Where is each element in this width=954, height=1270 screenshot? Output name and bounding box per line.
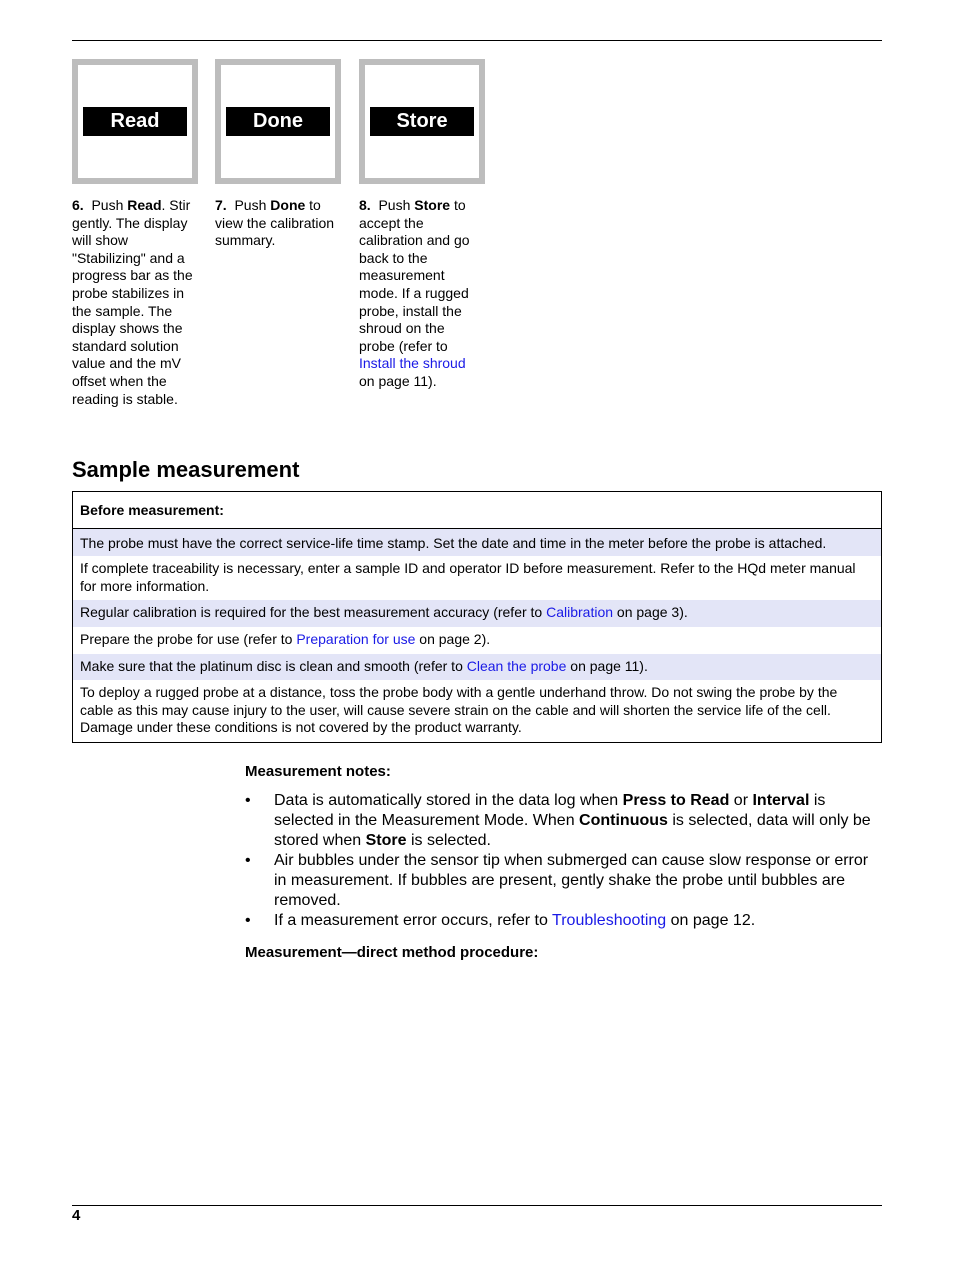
row-text: Regular calibration is required for the best measurement accuracy (refer to: [80, 604, 547, 621]
troubleshooting-link[interactable]: Troubleshooting: [552, 911, 667, 929]
read-button[interactable]: Read: [83, 107, 187, 136]
before-measurement-table: [72, 491, 882, 743]
list-item: [245, 851, 882, 910]
step-number: 8.: [359, 197, 371, 213]
table-row: [73, 627, 882, 654]
table-row: To deploy a rugged probe at a distance, toss the probe body with a gentle underhand throw. Do not swing the probe by the cable as this may cause injury to the user, will cause severe strain on the cable and will shorten the service life of the cell. Damage under these conditions is not covered by the product warranty.: [80, 684, 838, 736]
bullet: •: [245, 851, 251, 869]
table-row: The probe must have the correct service-life time stamp. Set the date and time in the meter before the probe is attached.: [73, 528, 882, 556]
row-text: on page 2).: [415, 630, 491, 647]
footer-rule: [72, 1205, 882, 1206]
step-keyword: Read: [127, 197, 162, 213]
note-keyword: Continuous: [579, 811, 668, 829]
header-rule: [72, 40, 882, 41]
step-text: Push: [378, 197, 415, 213]
note-keyword: Interval: [752, 792, 810, 809]
done-button[interactable]: Done: [226, 107, 330, 136]
table-row: If complete traceability is necessary, enter a sample ID and operator ID before measurement. Refer to the HQd meter manual for more information.: [80, 560, 856, 594]
note-keyword: Press to Read: [622, 792, 730, 809]
list-item: [245, 911, 882, 931]
step-text: to view the calibration summary.: [215, 197, 335, 249]
measurement-notes-list: [245, 791, 882, 931]
note-text: is selected, data will only be stored when: [274, 811, 871, 849]
section-title: Sample measurement: [72, 457, 300, 482]
note-text: Data is automatically stored in the data log when: [274, 792, 623, 809]
note-keyword: Store: [365, 831, 407, 849]
step-text: on page 11).: [359, 372, 437, 389]
step-text: to accept the calibration and go back to the measurement mode. If a rugged probe, install the shroud on the probe (refer to: [359, 197, 470, 354]
list-item: [245, 791, 882, 850]
install-shroud-link[interactable]: Install the shroud: [359, 355, 466, 372]
bullet: •: [245, 911, 251, 929]
procedure-title: Measurement—direct method procedure:: [245, 944, 539, 961]
meter-display-done: [215, 59, 341, 184]
note-text: If a measurement error occurs, refer to: [274, 911, 553, 929]
step-number: 7.: [215, 197, 227, 213]
calibration-link[interactable]: Calibration: [546, 604, 614, 621]
bullet: •: [245, 792, 251, 809]
step-7-caption: [215, 197, 337, 250]
step-8-caption: [359, 197, 481, 391]
table-row: [73, 654, 882, 681]
step-keyword: Store: [414, 197, 451, 213]
note-text: on page 12.: [666, 911, 756, 929]
step-text: . Stir gently. The display will show "Stabilizing" and a progress bar as the probe stabilizes in the sample. The display shows the standard solution value and the mV offset when the reading is stable.: [72, 197, 193, 407]
preparation-for-use-link[interactable]: Preparation for use: [296, 630, 416, 647]
row-text: Prepare the probe for use (refer to: [80, 630, 297, 647]
note-text: is selected.: [406, 831, 491, 849]
row-text: on page 3).: [613, 604, 688, 621]
step-keyword: Done: [270, 197, 306, 213]
row-text: Make sure that the platinum disc is clean and smooth (refer to: [80, 657, 467, 674]
table-header: Before measurement:: [73, 492, 882, 529]
note-text: is selected in the Measurement Mode. When: [274, 792, 826, 829]
step-text: Push: [91, 197, 128, 213]
row-text: on page 11).: [566, 657, 648, 674]
store-button[interactable]: Store: [370, 107, 474, 136]
clean-the-probe-link[interactable]: Clean the probe: [466, 657, 567, 674]
measurement-notes-title: Measurement notes:: [245, 763, 391, 780]
step-6-caption: [72, 197, 194, 408]
page-number: 4: [72, 1207, 81, 1224]
table-row: [73, 600, 882, 627]
note-text: or: [729, 792, 753, 809]
step-text: Push: [234, 197, 271, 213]
meter-display-store: [359, 59, 485, 184]
step-number: 6.: [72, 197, 84, 213]
meter-display-read: [72, 59, 198, 184]
note-text: Air bubbles under the sensor tip when submerged can cause slow response or error in measurement. If bubbles are present, gently shake the probe until bubbles are removed.: [274, 851, 869, 909]
